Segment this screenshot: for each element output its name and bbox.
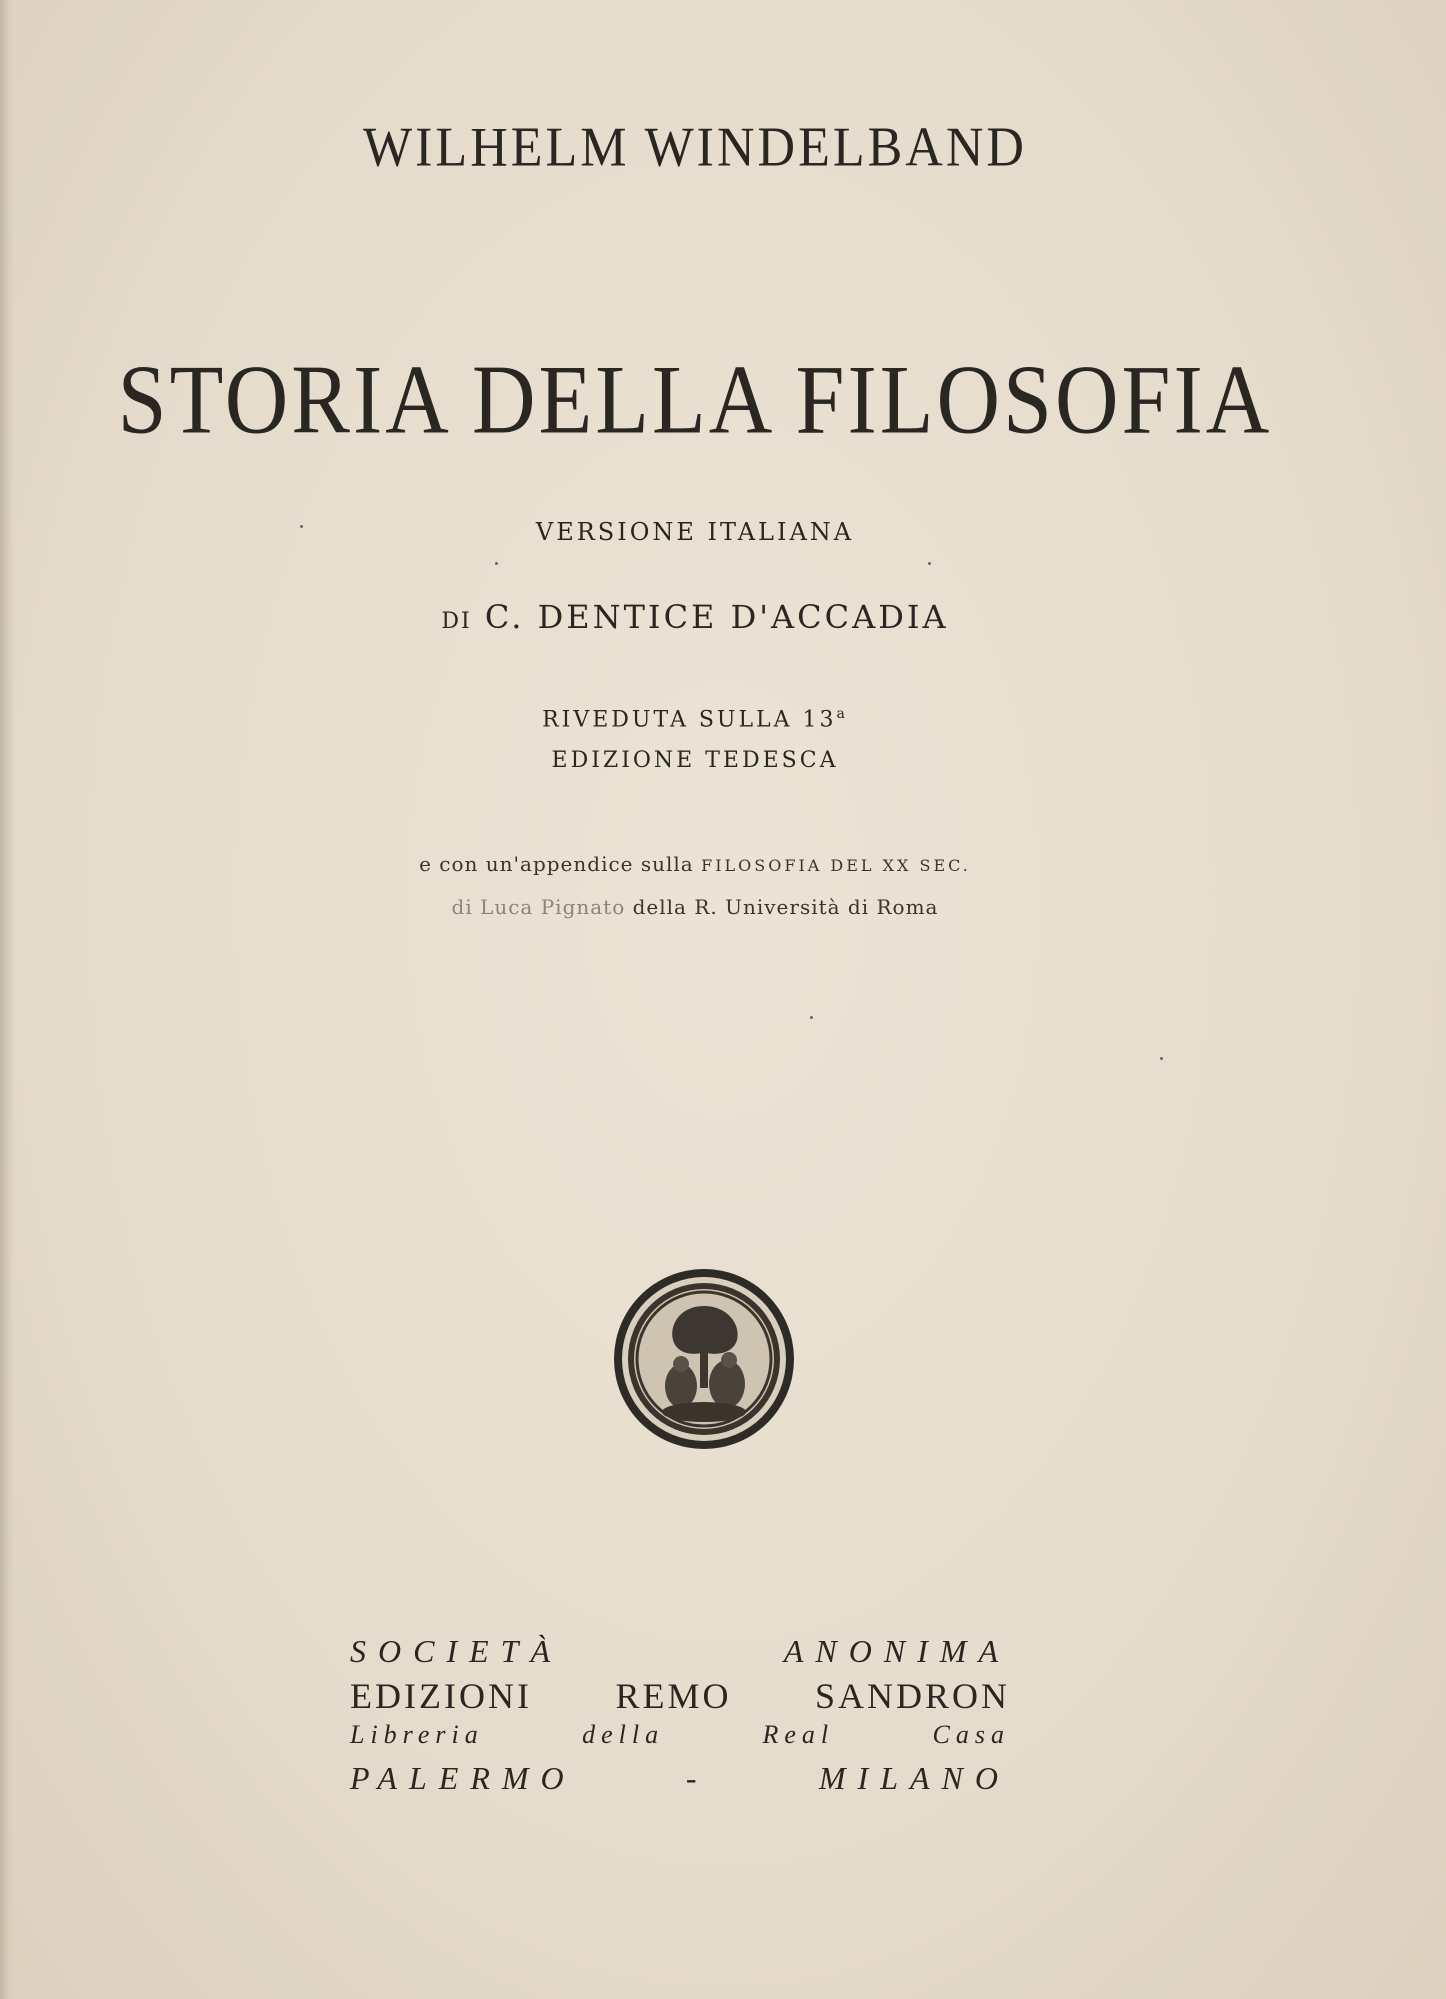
appendix-subject: FILOSOFIA DEL XX SEC. [701,856,971,875]
author-name: WILHELM WINDELBAND [363,116,1027,179]
publisher-line-2: EDIZIONI REMO SANDRON [350,1676,1010,1716]
publisher-line-3: Libreria della Real Casa [350,1720,1010,1749]
revision-superscript: a [836,706,848,722]
book-title: STORIA DELLA FILOSOFIA [117,346,1273,455]
publisher-seal-icon [611,1266,797,1452]
paper-speck [928,562,931,565]
appendix-line-1 [0,852,1390,876]
paper-speck [810,1016,813,1019]
publisher-line-4: PALERMO - MILANO [350,1760,1010,1796]
version-label: VERSIONE ITALIANA [535,518,855,546]
appendix-author: di Luca Pignato [451,895,626,919]
revision-line [0,706,1390,732]
edition-line: EDIZIONE TEDESCA [551,748,839,773]
paper-speck [495,562,498,565]
revision-text: RIVEDUTA SULLA 13 [542,707,837,733]
translator-line [0,598,1390,636]
appendix-line-2 [0,895,1390,919]
translator-name: C. DENTICE D'ACCADIA [484,598,949,636]
paper-speck [1160,1057,1163,1060]
appendix-text: e con un'appendice sulla [419,852,702,876]
publisher-line-1: SOCIETÀ ANONIMA [350,1633,1010,1669]
page-edge [0,0,14,1999]
translator-prefix: DI [441,609,472,634]
appendix-affiliation: della R. Università di Roma [625,895,939,919]
paper-speck [300,525,303,528]
